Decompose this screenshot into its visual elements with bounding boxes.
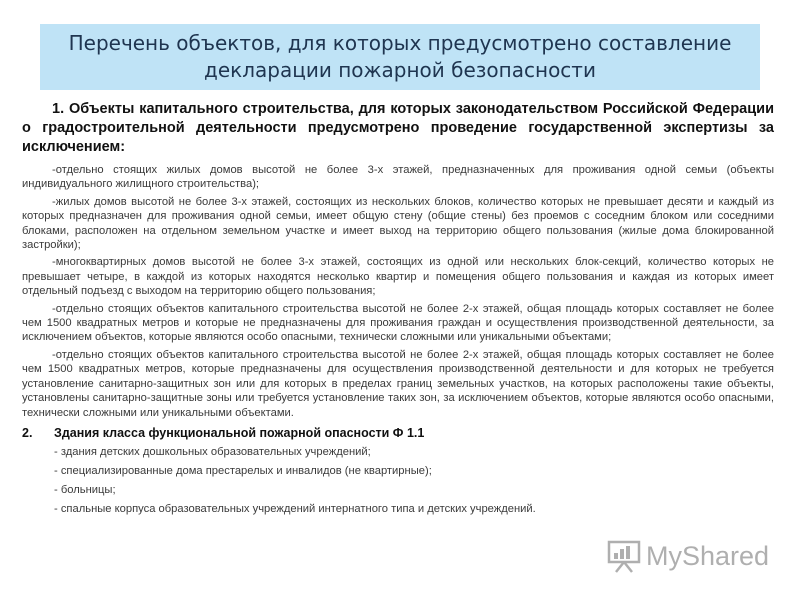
section-1-item: -жилых домов высотой не более 3-х этажей, состоящих из нескольких блоков, количество которых не превышает десяти и каждый из которых предназначен для проживания одной семьи, имеет общую стену (общие стены) без проемов с соседним блоком или соседними блоками, расположен на отдельном земельном участке и имеет выход на территорию общего пользования (жилые дома блокированной застройки); — [22, 195, 774, 252]
section-2-item: - больницы; — [54, 483, 116, 496]
section-1-item: -отдельно стоящих жилых домов высотой не более 3-х этажей, предназначенных для проживания одной семьи (объекты индивидуального жилищного строительства); — [22, 164, 774, 191]
section-2-heading — [22, 426, 774, 440]
section-2-item: - здания детских дошкольных образовательных учреждений; — [54, 445, 371, 458]
section-1-item: -отдельно стоящих объектов капитального строительства высотой не более 2-х этажей, общая площадь которых составляет не более чем 1500 квадратных метров, которые предназначены для осуществления производственной деятельности и для которых не требуется установление санитарно-защитных зон или для которых в пределах границ земельных участков, на которых расположены такие объекты, установлены санитарно-защитные зоны или требуется установление таких зон, за исключением объектов, которые являются особо опасными, технически сложными или уникальными объектами. — [22, 348, 774, 419]
section-1-heading: 1. Объекты капитального строительства, для которых законодательством Российской Федерации о градостроительной деятельности предусмотрено проведение государственной экспертизы за исключением: — [22, 101, 774, 155]
myshared-watermark — [606, 538, 769, 574]
section-2-title: Здания класса функциональной пожарной опасности Ф 1.1 — [54, 425, 425, 440]
page-title: Перечень объектов, для которых предусмотрено составление декларации пожарной безопасности — [68, 31, 732, 82]
section-1-item: -отдельно стоящих объектов капитального строительства высотой не более 2-х этажей, общая площадь которых составляет не более чем 1500 квадратных метров и которые не предназначены для проживания граждан и осуществления производственной деятельности, за исключением объектов, которые являются особо опасными, технически сложными или уникальными объектами; — [22, 302, 774, 344]
section-2-item: - спальные корпуса образовательных учреждений интернатного типа и детских учреждений. — [54, 502, 536, 515]
section-2-number: 2. — [22, 425, 33, 440]
title-banner — [40, 24, 760, 90]
presentation-board-icon — [606, 538, 642, 574]
section-1-item: -многоквартирных домов высотой не более 3-х этажей, состоящих из одной или нескольких блок-секций, количество которых не превышает четыре, в каждой из которых находятся несколько квартир и помещения общего пользования и каждая из которых имеет отдельный подъезд с выходом на территорию общего пользования; — [22, 256, 774, 298]
watermark-text: MyShared — [646, 540, 770, 571]
document-body — [22, 100, 774, 521]
section-2-item: - специализированные дома престарелых и инвалидов (не квартирные); — [54, 464, 432, 477]
